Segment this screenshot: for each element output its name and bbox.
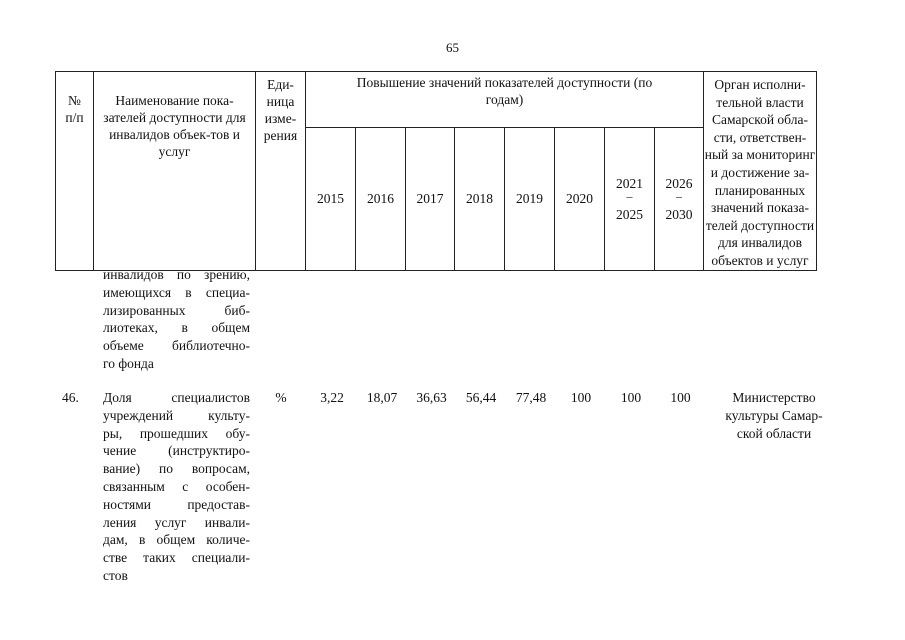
text-line: Доля специалистов [103, 390, 250, 405]
range-from: 2021 [616, 175, 643, 191]
year-2015: 2015 [306, 128, 356, 270]
organ-line: тельной власти [716, 94, 804, 110]
organ-line: Министерство [732, 390, 816, 405]
organ-line: ный за мониторинг [704, 147, 816, 163]
row-46-value-2016: 18,07 [366, 390, 398, 405]
header-num [56, 72, 94, 271]
header-table [55, 71, 817, 271]
organ-line: планированных [714, 182, 806, 198]
header-organ [704, 72, 817, 271]
row-46-unit: % [275, 390, 287, 405]
row-46-value-2020: 100 [570, 390, 592, 405]
year-2017: 2017 [406, 128, 455, 270]
organ-line: объектов и услуг [711, 252, 809, 268]
header-group-text: Повышение значений показателей доступности (по годам) [356, 75, 653, 107]
text-line: объеме библиотечно- [103, 338, 250, 354]
text-line: чение (инструктиро- [103, 443, 250, 459]
text-line: го фонда [103, 355, 154, 371]
page-number: 65 [446, 40, 459, 55]
range-dash: – [626, 188, 633, 203]
text-line: лиотеках, в общем [103, 320, 250, 336]
text-line: инвалидов по зрению, [103, 267, 250, 282]
year-range-2026-2030 [655, 128, 704, 270]
text-line: имеющихся в специа- [103, 284, 250, 300]
year-2020: 2020 [555, 128, 605, 270]
text-line: учреждений культу- [103, 407, 250, 423]
range-to: 2025 [616, 206, 643, 222]
organ-line: сти, ответствен- [713, 129, 807, 145]
year-2018: 2018 [455, 128, 505, 270]
text-line: стов [103, 567, 128, 583]
text-line: ры, прошедших обу- [103, 425, 250, 441]
row-46-value-2017: 36,63 [416, 390, 447, 405]
organ-line: телей доступности [705, 217, 815, 233]
organ-line: ской области [736, 425, 812, 441]
text-line: дам, в общем количе- [103, 532, 250, 548]
organ-line: Самарской обла- [712, 112, 808, 128]
year-range-2021-2025 [605, 128, 655, 270]
row-46-number: 46. [62, 390, 79, 405]
text-line: ления услуг инвали- [103, 514, 250, 530]
row-46-value-2021-2025: 100 [620, 390, 642, 405]
text-line: лизированных биб- [103, 302, 250, 318]
row-46-value-2018: 56,44 [465, 390, 497, 405]
text-line: вание) по вопросам, [103, 461, 250, 477]
header-name-text: Наименование пока-зателей доступности для инвалидов объек-тов и услуг [103, 93, 246, 159]
organ-line: значений показа- [711, 200, 809, 216]
row-46-value-2026-2030: 100 [670, 390, 691, 405]
row-46-name [103, 389, 250, 585]
header-unit [256, 72, 306, 271]
organ-line: Орган исполни- [714, 77, 806, 92]
header-num-text: № п/п [65, 93, 84, 125]
header-name [94, 72, 256, 271]
continuation-text [103, 266, 250, 373]
organ-line: культуры Самар- [725, 407, 823, 423]
row-46-organ [706, 389, 842, 442]
header-unit-text: Еди-ница изме-рения [263, 77, 298, 143]
range-dash: – [676, 188, 682, 203]
text-line: связанным с особен- [103, 478, 250, 494]
range-to: 2030 [665, 206, 693, 222]
year-2016: 2016 [356, 128, 406, 270]
range-from: 2026 [665, 175, 693, 191]
text-line: стве таких специали- [103, 550, 250, 566]
year-2019: 2019 [505, 128, 555, 270]
row-46-value-2019: 77,48 [515, 390, 547, 405]
organ-line: для инвалидов [718, 235, 802, 251]
header-group [306, 72, 704, 128]
text-line: ностями предостав- [103, 496, 250, 512]
row-46-value-2015: 3,22 [320, 390, 344, 405]
organ-line: и достижение за- [710, 164, 810, 180]
